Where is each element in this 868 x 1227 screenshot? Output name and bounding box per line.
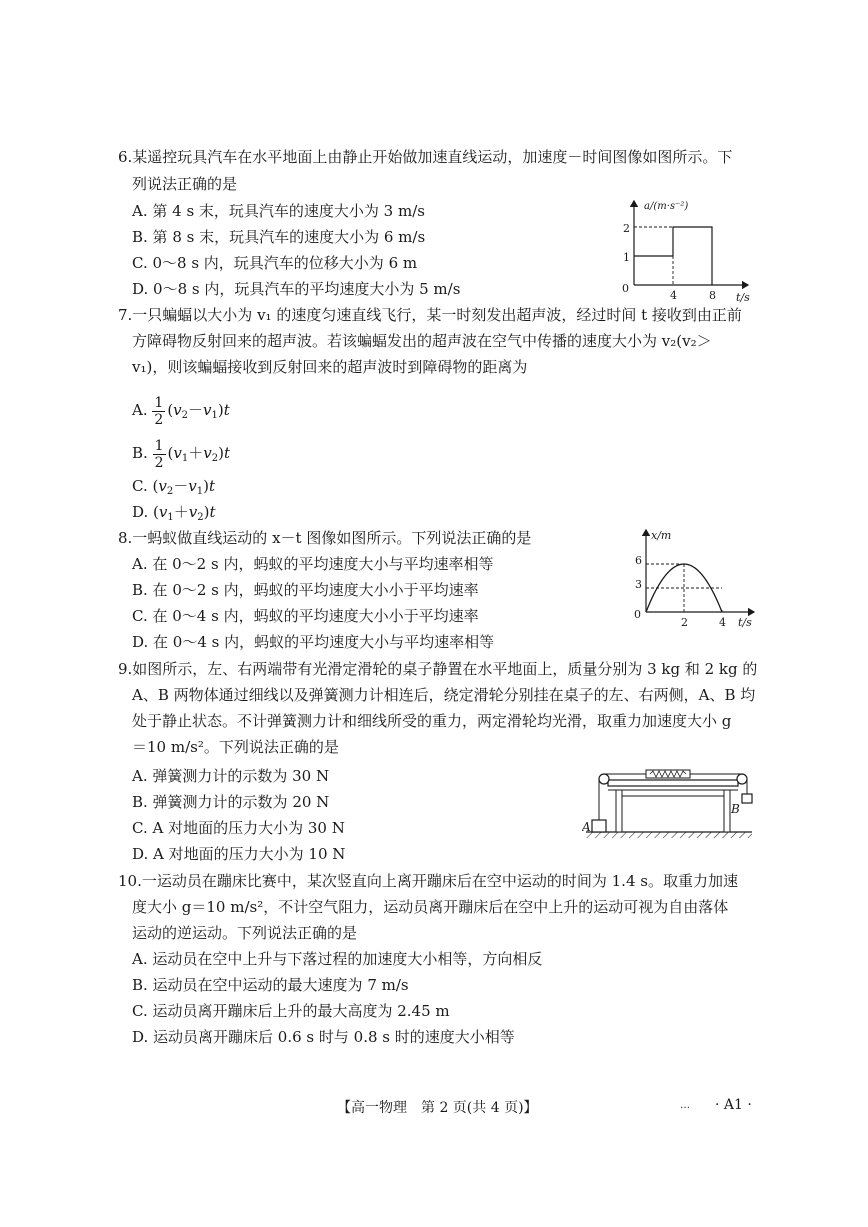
q8-option-b: B. 在 0～2 s 内，蚂蚁的平均速度大小小于平均速率	[132, 581, 479, 599]
y-tick-3: 3	[635, 578, 642, 591]
block-a	[592, 820, 606, 832]
origin-label: 0	[622, 282, 629, 295]
y-tick-1: 1	[623, 251, 630, 264]
q9-stem-line3: 处于静止状态。不计弹簧测力计和细线所受的重力，两定滑轮均光滑，取重力加速度大小 g	[132, 712, 732, 730]
q7-stem-line3: v₁)，则该蝙蝠接收到反射回来的超声波时到障碍物的距离为	[132, 358, 528, 376]
footer-mark: …	[680, 1100, 690, 1111]
table-leg-left	[616, 790, 622, 832]
q6-option-b: B. 第 8 s 末，玩具汽车的速度大小为 6 m/s	[132, 228, 426, 246]
x-tick-8: 8	[709, 289, 716, 302]
q6-stem-line2: 列说法正确的是	[132, 175, 238, 193]
q10-option-b: B. 运动员在空中运动的最大速度为 7 m/s	[132, 976, 409, 994]
block-b	[742, 794, 752, 803]
q6-option-c: C. 0～8 s 内，玩具汽车的位移大小为 6 m	[132, 254, 418, 272]
x-tick-2: 2	[681, 616, 688, 629]
q9-stem-line4: ＝10 m/s²。下列说法正确的是	[132, 738, 339, 756]
q6-option-d: D. 0～8 s 内，玩具汽车的平均速度大小为 5 m/s	[132, 280, 461, 298]
y-axis-label: x/m	[651, 529, 672, 542]
q7-option-d: D. $(v_1+v_2)t$	[132, 503, 216, 523]
y-tick-6: 6	[635, 554, 642, 567]
q6-acceleration-time-graph	[618, 195, 758, 307]
q10-stem-line3: 运动的逆运动。下列说法正确的是	[132, 924, 358, 942]
q10-option-d: D. 运动员离开蹦床后 0.6 s 时与 0.8 s 时的速度大小相等	[132, 1028, 515, 1046]
page-code: · A1 ·	[715, 1097, 752, 1113]
q7-option-b: B. $\frac{1}{2}$ $(v_1+v_2)t$	[132, 437, 230, 471]
q8-option-a: A. 在 0～2 s 内，蚂蚁的平均速度大小与平均速率相等	[132, 555, 494, 573]
block-a-label: A	[582, 820, 591, 834]
q7-stem-line2: 方障碍物反射回来的超声波。若该蝙蝠发出的超声波在空气中传播的速度大小为 v₂(v₂＞	[132, 332, 712, 350]
table-leg-right	[724, 790, 730, 832]
x-tick-4: 4	[719, 616, 726, 629]
table-top	[608, 780, 738, 786]
q9-option-a: A. 弹簧测力计的示数为 30 N	[132, 767, 330, 785]
q6-option-a: A. 第 4 s 末，玩具汽车的速度大小为 3 m/s	[132, 202, 425, 220]
x-axis-label: t/s	[736, 291, 750, 304]
x-tick-4: 4	[670, 289, 677, 302]
q10-stem-line2: 度大小 g＝10 m/s²，不计空气阻力，运动员离开蹦床后在空中上升的运动可视为自由落体	[132, 898, 729, 916]
page-footer-title: 【高一物理 第 2 页(共 4 页)】	[337, 1100, 538, 1116]
y-axis-label: a/(m·s⁻²)	[644, 201, 689, 212]
q7-option-c: C. $(v_2-v_1)t$	[132, 477, 215, 497]
q8-position-time-graph	[626, 526, 766, 630]
origin-label: 0	[634, 608, 641, 621]
q9-stem-line1: 9.如图所示，左、右两端带有光滑定滑轮的桌子静置在水平地面上，质量分别为 3 kg 和 2 kg 的	[118, 660, 758, 678]
q10-option-c: C. 运动员离开蹦床后上升的最大高度为 2.45 m	[132, 1002, 450, 1020]
pulley-left	[599, 774, 609, 784]
q7-option-a: A. $\frac{1}{2}$ $(v_2-v_1)t$	[132, 394, 230, 428]
pulley-right	[737, 774, 747, 784]
q10-stem-line1: 10.一运动员在蹦床比赛中，某次竖直向上离开蹦床后在空中运动的时间为 1.4 s。取重力加速	[118, 872, 738, 890]
q6-stem-line1: 6.某遥控玩具汽车在水平地面上由静止开始做加速直线运动，加速度－时间图像如图所示。下	[118, 148, 733, 166]
q9-option-d: D. A 对地面的压力大小为 10 N	[132, 845, 346, 863]
q10-option-a: A. 运动员在空中上升与下落过程的加速度大小相等，方向相反	[132, 950, 543, 968]
q8-option-d: D. 在 0～4 s 内，蚂蚁的平均速度大小与平均速率相等	[132, 633, 495, 651]
q8-stem: 8.一蚂蚁做直线运动的 x－t 图像如图所示。下列说法正确的是	[118, 529, 532, 547]
ground-hatching	[586, 832, 752, 838]
q9-option-c: C. A 对地面的压力大小为 30 N	[132, 819, 345, 837]
q7-stem-line1: 7.一只蝙蝠以大小为 v₁ 的速度匀速直线飞行，某一时刻发出超声波，经过时间 t 接收到由正前	[118, 306, 742, 324]
block-b-label: B	[731, 802, 740, 816]
q9-stem-line2: A、B 两物体通过细线以及弹簧测力计相连后，绕定滑轮分别挂在桌子的左、右两侧，A、B 均	[132, 686, 756, 704]
q8-option-c: C. 在 0～4 s 内，蚂蚁的平均速度大小小于平均速率	[132, 607, 479, 625]
x-axis-label: t/s	[738, 616, 752, 629]
q9-option-b: B. 弹簧测力计的示数为 20 N	[132, 793, 330, 811]
q9-table-pulley-figure	[582, 766, 758, 844]
fraction-one-half: $\frac{1}{2}$	[154, 394, 164, 428]
fraction-one-half: $\frac{1}{2}$	[154, 437, 164, 471]
y-tick-2: 2	[623, 222, 630, 235]
